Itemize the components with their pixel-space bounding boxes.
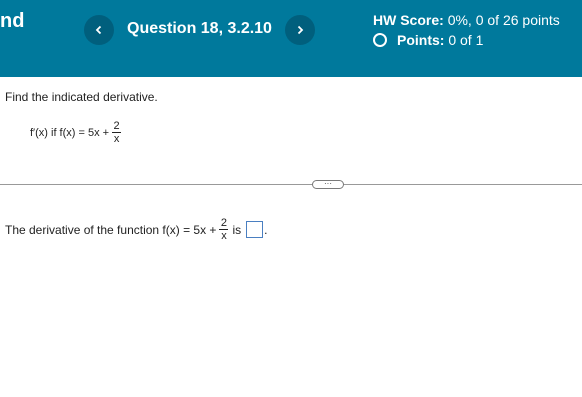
answer-statement — [5, 217, 267, 242]
problem-instructions: Find the indicated derivative. — [5, 90, 158, 104]
answer-fraction-denominator: x — [221, 230, 227, 242]
chevron-left-icon — [94, 25, 104, 35]
problem-expression-prefix: f′(x) if f(x) = 5x + — [30, 126, 110, 139]
points-label: Points: — [397, 32, 445, 48]
previous-question-button[interactable] — [84, 15, 114, 45]
next-question-button[interactable] — [285, 15, 315, 45]
points-status-icon — [373, 33, 387, 47]
question-title: Question 18, 3.2.10 — [127, 20, 272, 37]
answer-prefix: The derivative of the function f(x) = 5x + — [5, 222, 217, 237]
score-panel — [373, 12, 560, 48]
hw-score-value: 0%, 0 of 26 points — [447, 12, 560, 28]
hw-score — [373, 12, 560, 28]
points-row — [373, 32, 560, 48]
hw-score-label: HW Score: — [373, 12, 444, 28]
expand-more-button[interactable]: ··· — [312, 180, 344, 189]
problem-fraction — [112, 120, 121, 145]
answer-period: . — [264, 222, 268, 237]
header-left-text: nd — [0, 10, 25, 32]
answer-fraction-numerator: 2 — [220, 217, 228, 229]
section-divider — [0, 184, 582, 185]
problem-fraction-denominator: x — [113, 133, 120, 145]
chevron-right-icon — [295, 25, 305, 35]
answer-suffix: is — [232, 222, 242, 237]
problem-fraction-numerator: 2 — [113, 120, 120, 132]
answer-fraction — [219, 217, 228, 242]
problem-expression — [30, 120, 121, 145]
points-value: 0 of 1 — [448, 32, 484, 48]
answer-input[interactable] — [246, 221, 263, 238]
question-header — [0, 0, 582, 77]
